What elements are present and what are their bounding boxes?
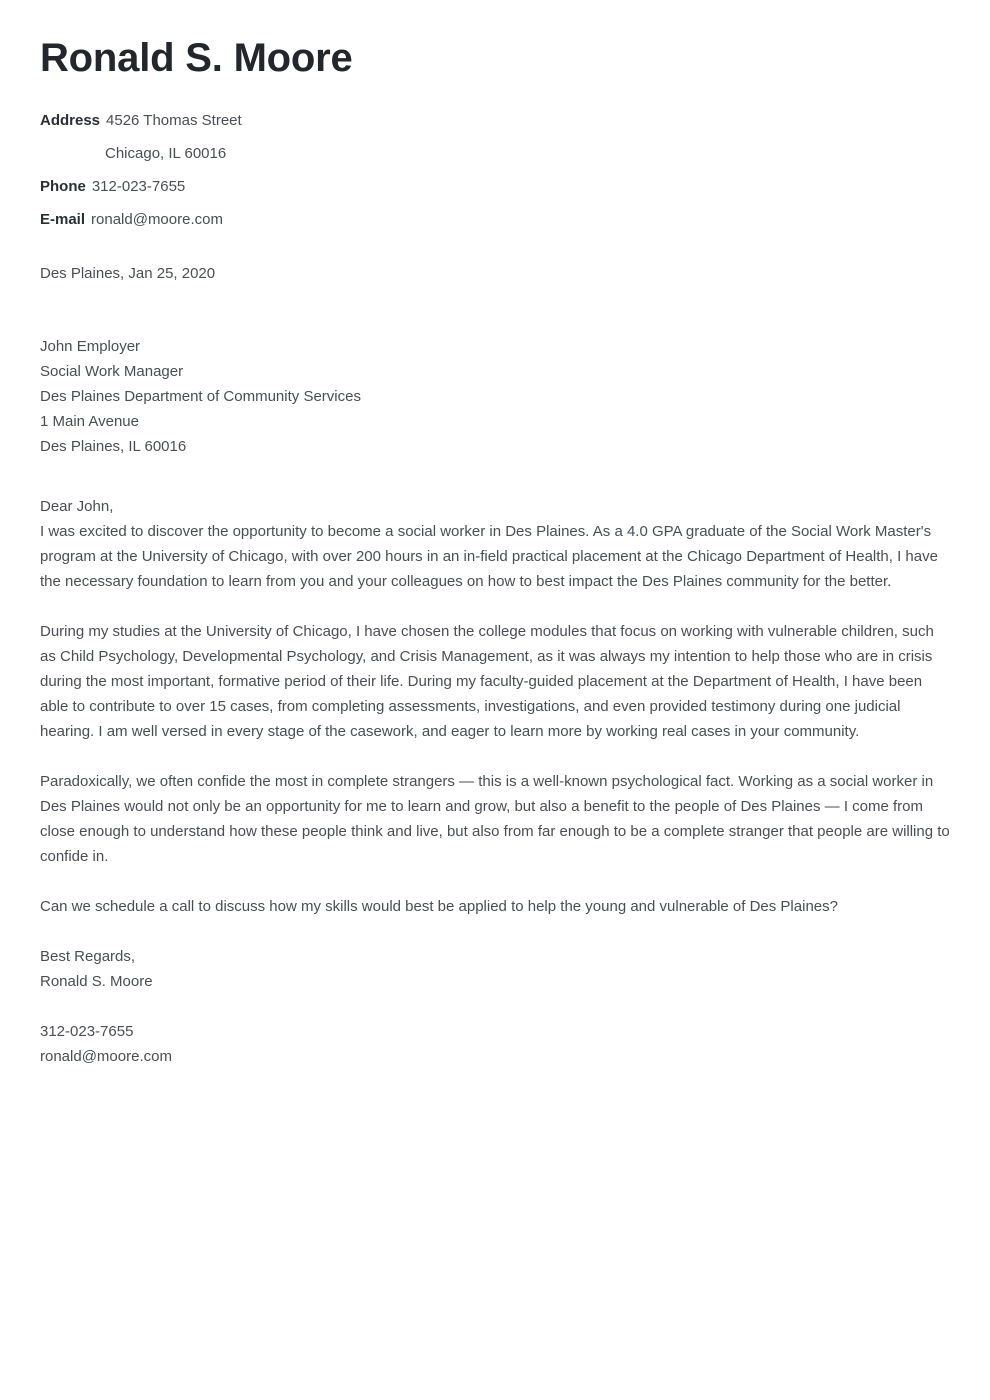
recipient-line: 1 Main Avenue: [40, 413, 139, 430]
phone-value: 312-023-7655: [91, 178, 186, 195]
body-paragraph-1: I was excited to discover the opportunity to become a social worker in Des Plaines. As a 4.0 GPA graduate of the Social Work Master's program at the University of Chicago, with over 200 hours in an in-field practical placement at the Chicago Department of Health, I have the necessary foundation to learn from you and your colleagues on how to best impact the Des Plaines community for the better.: [40, 523, 938, 590]
email-label: E-mail: [40, 211, 86, 228]
contact-row-address: [40, 108, 950, 133]
signoff-phone: 312-023-7655: [40, 1023, 134, 1040]
date-line: Des Plaines, Jan 25, 2020: [40, 265, 216, 282]
recipient-line: Social Work Manager: [40, 363, 184, 380]
body-paragraph-2: During my studies at the University of Chicago, I have chosen the college modules that focus on working with vulnerable children, such as Child Psychology, Developmental Psychology, and Crisis Management, as it was always my intention to help those who are in crisis during the most important, formative period of their life. During my faculty-guided placement at the Department of Health, I have been able to contribute to over 15 cases, from completing assessments, investigations, and even provided testimony during one judicial hearing. I am well versed in every stage of the casework, and eager to learn more by working real cases in your community.: [40, 623, 934, 740]
letter-body: [40, 494, 950, 1069]
contact-row-phone: [40, 174, 950, 199]
letter-header: [40, 0, 950, 82]
body-paragraph-3: Paradoxically, we often confide the most in complete strangers — this is a well-known psychological fact. Working as a social worker in Des Plaines would not only be an opportunity for me to learn and grow, but also a benefit to the people of Des Plaines — I come from close enough to understand how these people think and live, but also from far enough to be a complete stranger that people are willing to confide in.: [40, 773, 950, 865]
signature-name: Ronald S. Moore: [40, 973, 153, 990]
email-value: ronald@moore.com: [91, 211, 223, 228]
contact-block: [40, 108, 950, 232]
recipient-line: John Employer: [40, 338, 141, 355]
closing-line: Best Regards,: [40, 948, 136, 965]
recipient-line: Des Plaines, IL 60016: [40, 438, 187, 455]
salutation: Dear John,: [40, 498, 114, 515]
contact-row-email: [40, 207, 950, 232]
address-label: Address: [40, 112, 101, 129]
phone-label: Phone: [40, 178, 86, 195]
address-line2: Chicago, IL 60016: [105, 145, 227, 162]
recipient-block: [40, 334, 950, 459]
candidate-name: Ronald S. Moore: [40, 36, 353, 80]
signoff-email: ronald@moore.com: [40, 1048, 172, 1065]
recipient-line: Des Plaines Department of Community Services: [40, 388, 361, 405]
signature-block: [40, 944, 950, 994]
address-line1: 4526 Thomas Street: [106, 112, 242, 129]
signoff-contact-block: [40, 1019, 950, 1069]
body-paragraph-4: Can we schedule a call to discuss how my skills would best be applied to help the young and vulnerable of Des Plaines?: [40, 898, 838, 915]
